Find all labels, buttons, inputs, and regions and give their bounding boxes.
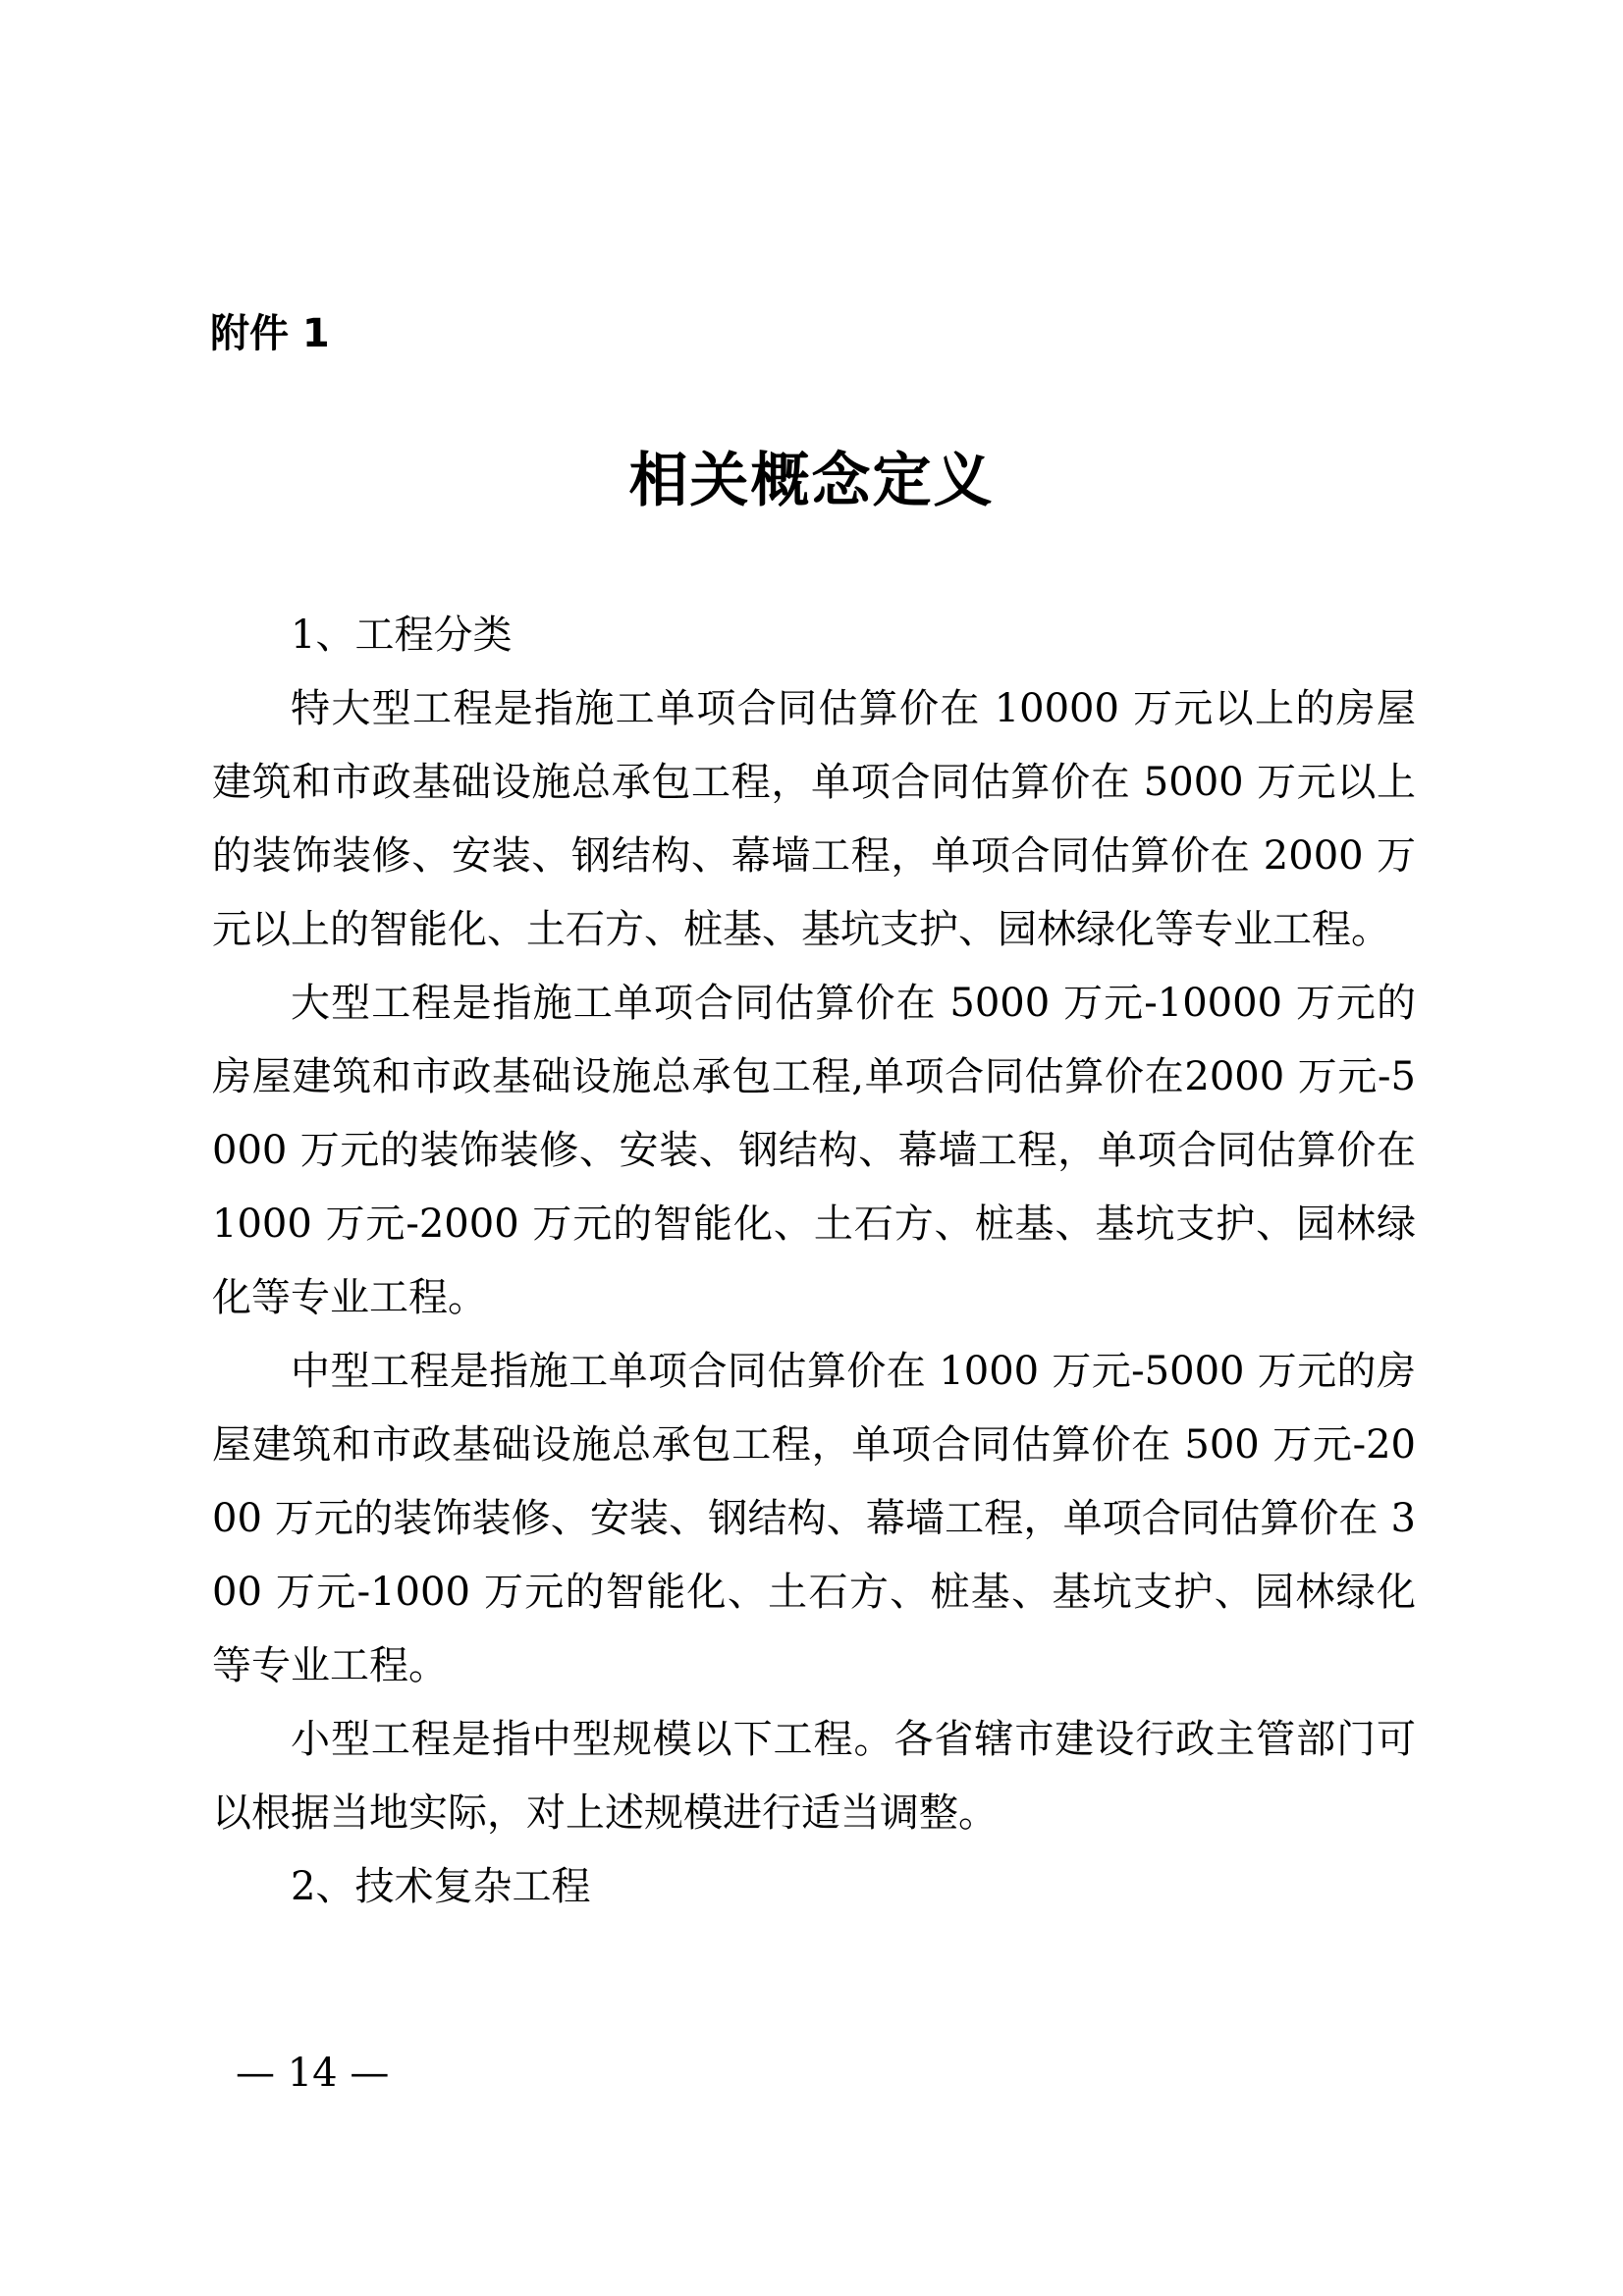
page-number: — 14 —: [236, 2051, 390, 2096]
paragraph-small-project: 小型工程是指中型规模以下工程。各省辖市建设行政主管部门可以根据当地实际，对上述规模进行适当调整。: [212, 1717, 1416, 1836]
paragraph-medium-project: 中型工程是指施工单项合同估算价在 1000 万元-5000 万元的房屋建筑和市政基础设施总承包工程，单项合同估算价在 500 万元-2000 万元的装饰装修、安装、钢结构、幕墙工程，单项合同估算价在 300 万元-1000 万元的智能化、土石方、桩基、基坑支护、园林绿化等专业工程。: [212, 1349, 1416, 1688]
section-heading-classification: 1、工程分类: [291, 613, 513, 658]
attachment-label: 附件 1: [210, 311, 330, 356]
section-heading-complex-project: 2、技术复杂工程: [291, 1864, 591, 1909]
paragraph-large-project: 大型工程是指施工单项合同估算价在 5000 万元-10000 万元的房屋建筑和市政基础设施总承包工程,单项合同估算价在2000 万元-5000 万元的装饰装修、安装、钢结构、幕墙工程，单项合同估算价在 1000 万元-2000 万元的智能化、土石方、桩基、基坑支护、园林绿化等专业工程。: [212, 981, 1416, 1320]
document-body: [212, 599, 1416, 1924]
document-title: 相关概念定义: [628, 447, 995, 515]
paragraph-extra-large-project: 特大型工程是指施工单项合同估算价在 10000 万元以上的房屋建筑和市政基础设施总承包工程，单项合同估算价在 5000 万元以上的装饰装修、安装、钢结构、幕墙工程，单项合同估算价在 2000 万元以上的智能化、土石方、桩基、基坑支护、园林绿化等专业工程。: [212, 686, 1416, 952]
